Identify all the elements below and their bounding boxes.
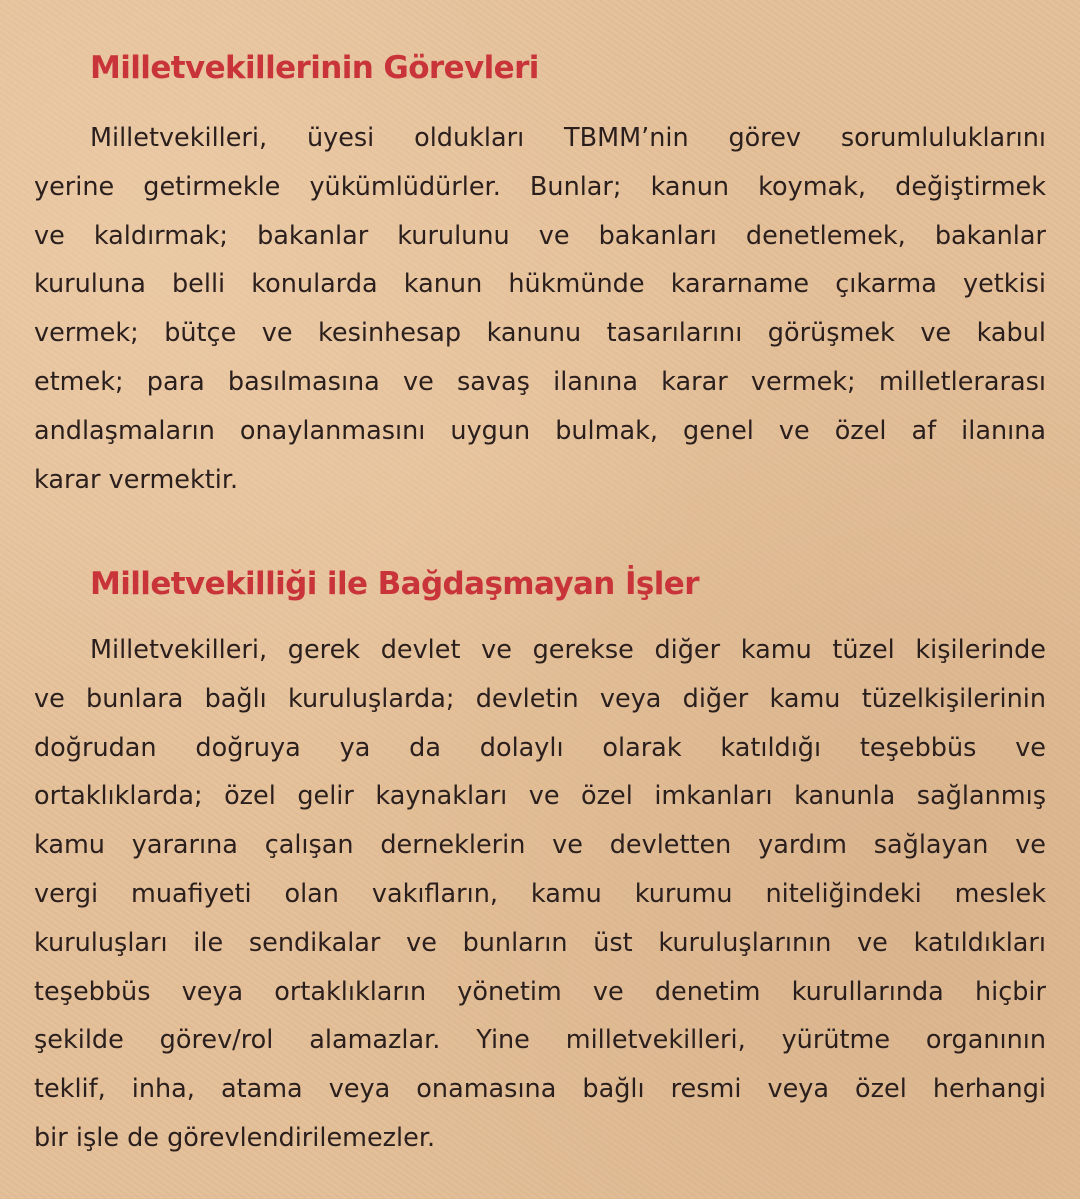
paragraph-line: ortaklıklarda; özel gelir kaynakları ve özel imkanları kanunla sağlanmış (34, 781, 1046, 812)
paragraph-line: etmek; para basılmasına ve savaş ilanına karar vermek; milletlerarası (34, 366, 1046, 397)
section-paragraph (34, 114, 1046, 504)
section-heading: Milletvekillerinin Görevleri (90, 50, 539, 86)
paragraph-line: kuruluna belli konularda kanun hükmünde kararname çıkarma yetkisi (34, 269, 1046, 300)
paragraph-line: teklif, inha, atama veya onamasına bağlı resmi veya özel herhangi (34, 1074, 1046, 1105)
section-mp-duties (34, 40, 1046, 504)
paragraph-line: vergi muafiyeti olan vakıfların, kamu kurumu niteliğindeki meslek (34, 878, 1046, 909)
paragraph-line: teşebbüs veya ortaklıkların yönetim ve denetim kurullarında hiçbir (34, 976, 1046, 1007)
paragraph-line: kuruluşları ile sendikalar ve bunların üst kuruluşlarının ve katıldıkları (34, 927, 1046, 958)
paragraph-line: bir işle de görevlendirilemezler. (34, 1122, 436, 1153)
paragraph-line: yerine getirmekle yükümlüdürler. Bunlar; kanun koymak, değiştirmek (34, 171, 1046, 202)
section-incompatible-duties (34, 556, 1046, 1163)
section-heading: Milletvekilliği ile Bağdaşmayan İşler (90, 566, 699, 602)
paragraph-line: karar vermektir. (34, 464, 239, 495)
paragraph-line: andlaşmaların onaylanmasını uygun bulmak, genel ve özel af ilanına (34, 415, 1046, 446)
paragraph-line: doğrudan doğruya ya da dolaylı olarak katıldığı teşebbüs ve (34, 732, 1046, 763)
paragraph-line: ve kaldırmak; bakanlar kurulunu ve bakanları denetlemek, bakanlar (34, 220, 1046, 251)
paragraph-line: Milletvekilleri, üyesi oldukları TBMM’nin görev sorumluluklarını (90, 123, 1046, 153)
paragraph-line: kamu yararına çalışan derneklerin ve devletten yardım sağlayan ve (34, 830, 1046, 861)
paragraph-line: Milletvekilleri, gerek devlet ve gerekse diğer kamu tüzel kişilerinde (90, 635, 1046, 665)
section-paragraph (34, 626, 1046, 1163)
paragraph-line: şekilde görev/rol alamazlar. Yine milletvekilleri, yürütme organının (34, 1025, 1046, 1056)
paragraph-line: vermek; bütçe ve kesinhesap kanunu tasarılarını görüşmek ve kabul (34, 318, 1046, 349)
paragraph-line: ve bunlara bağlı kuruluşlarda; devletin veya diğer kamu tüzelkişilerinin (34, 683, 1046, 714)
